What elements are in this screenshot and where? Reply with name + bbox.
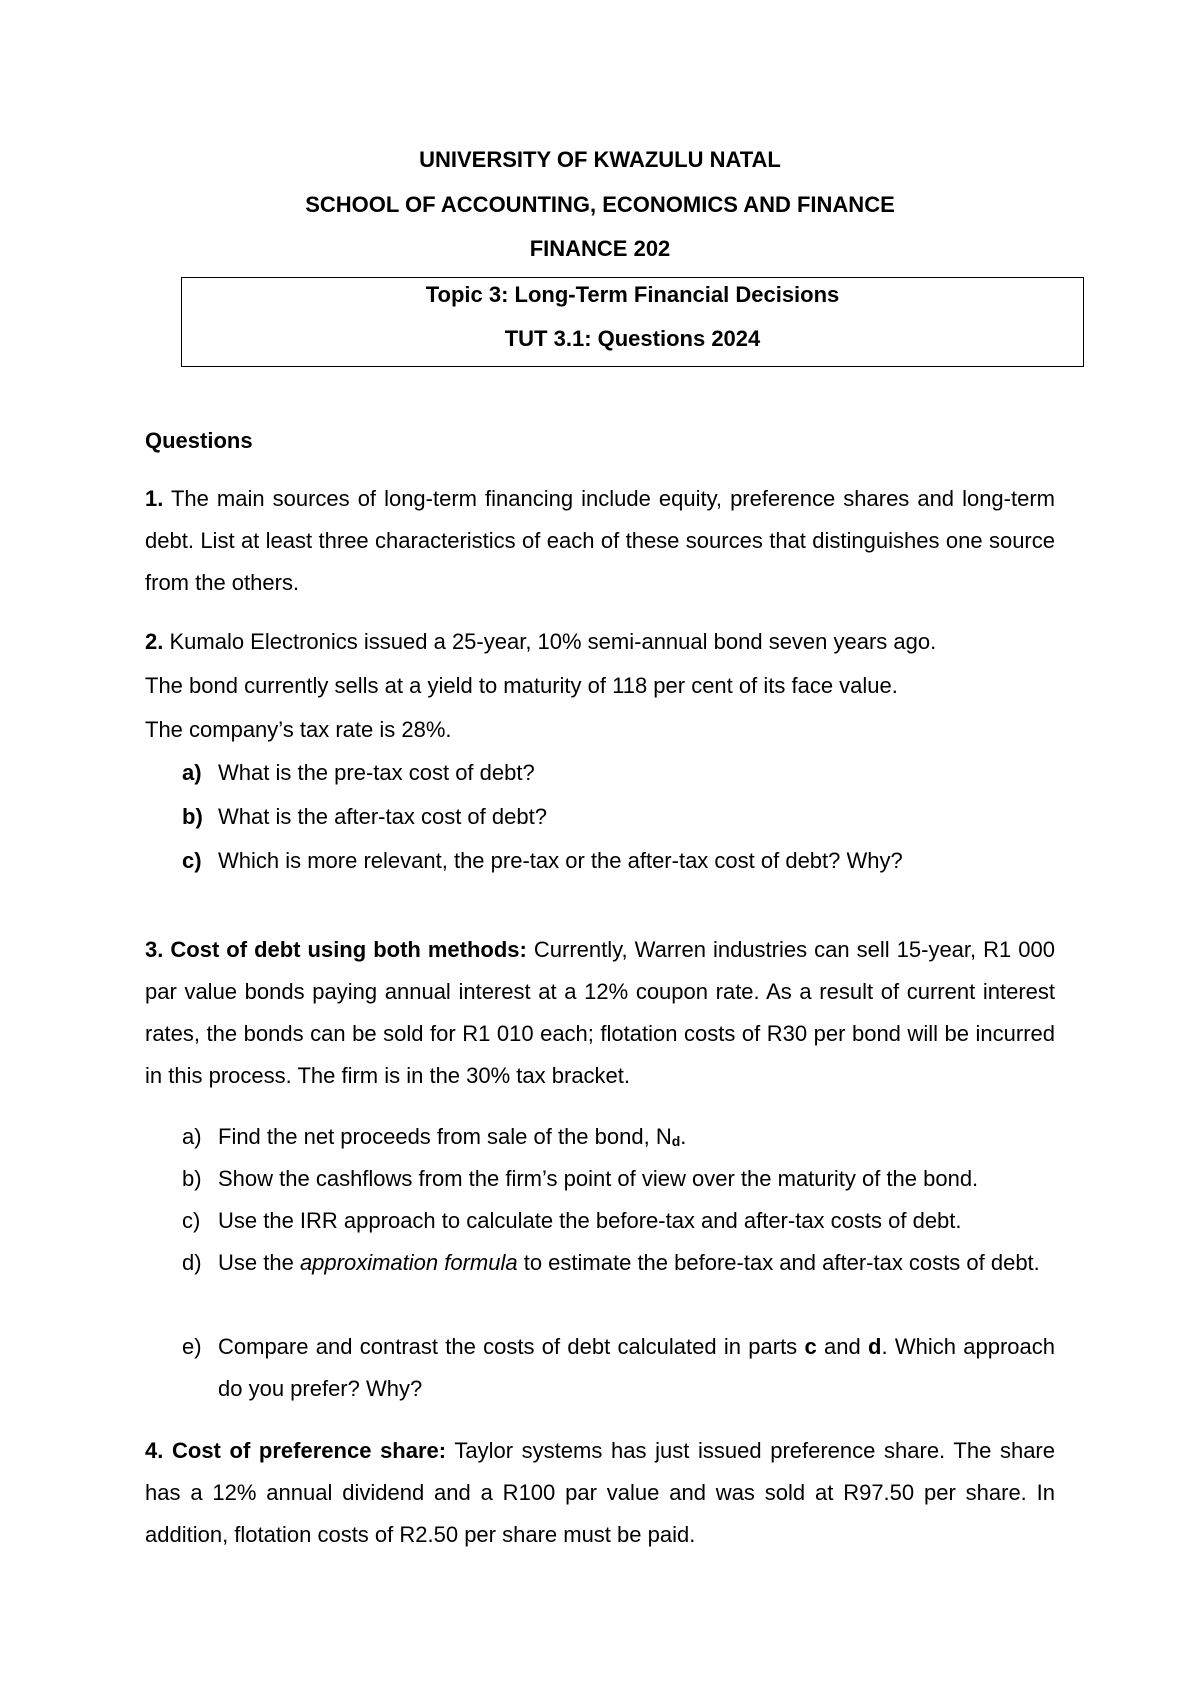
university-name: UNIVERSITY OF KWAZULU NATAL	[419, 147, 781, 172]
question-4	[145, 1430, 1055, 1556]
question-1-text: The main sources of long-term financing include equity, preference shares and long-term debt. List at least three characteristics of each of these sources that distinguishes one source from the others.	[145, 486, 1055, 595]
question-2-number: 2.	[145, 629, 164, 654]
question-3	[145, 929, 1055, 1097]
question-2-line-2: The bond currently sells at a yield to maturity of 118 per cent of its face value.	[145, 673, 898, 698]
question-3-part-a: a) Find the net proceeds from sale of the bond, $N_d$.	[182, 1124, 687, 1149]
question-2-part-c: c) Which is more relevant, the pre-tax or the after-tax cost of debt? Why?	[182, 848, 903, 873]
question-2-part-b: b) What is the after-tax cost of debt?	[182, 804, 547, 829]
question-1-number: 1.	[145, 486, 164, 511]
question-4-number: 4.	[145, 1438, 164, 1463]
question-3-title: Cost of debt using both methods:	[163, 937, 527, 962]
question-3-text: Currently, Warren industries can sell 15-year, R1 000 par value bonds paying annual interest at a 12% coupon rate. As a result of current interest rates, the bonds can be sold for R1 010 each; flotation costs of R30 per bond will be incurred in this process. The firm is in the 30% tax bracket.	[145, 937, 1056, 1088]
question-3-part-e: e) Compare and contrast the costs of debt calculated in parts c and d. Which approach do you prefer? Why?	[182, 1334, 1055, 1401]
question-3-number: 3.	[145, 937, 164, 962]
question-2-line-3: The company’s tax rate is 28%.	[145, 717, 452, 742]
questions-heading: Questions	[145, 428, 253, 453]
tutorial-title: TUT 3.1: Questions 2024	[504, 326, 761, 351]
topic-title: Topic 3: Long-Term Financial Decisions	[425, 282, 840, 307]
question-2-part-a: a) What is the pre-tax cost of debt?	[182, 760, 535, 785]
question-4-text: Taylor systems has just issued preference share. The share has a 12% annual dividend and a R100 par value and was sold at R97.50 per share. In addition, flotation costs of R2.50 per share must be paid.	[145, 1438, 1055, 1547]
question-3-part-d: d) Use the approximation formula to estimate the before-tax and after-tax costs of debt.	[182, 1250, 1040, 1275]
question-3-part-c: c) Use the IRR approach to calculate the before-tax and after-tax costs of debt.	[182, 1208, 962, 1233]
question-3-part-b: b) Show the cashflows from the firm’s point of view over the maturity of the bond.	[182, 1166, 979, 1191]
school-name: SCHOOL OF ACCOUNTING, ECONOMICS AND FINANCE	[305, 192, 895, 217]
question-2-line-1: 2. Kumalo Electronics issued a 25-year, 10% semi-annual bond seven years ago.	[145, 629, 937, 654]
course-code: FINANCE 202	[529, 236, 671, 261]
topic-box	[181, 277, 1084, 367]
question-1	[145, 478, 1055, 604]
question-4-title: Cost of preference share:	[163, 1438, 447, 1463]
